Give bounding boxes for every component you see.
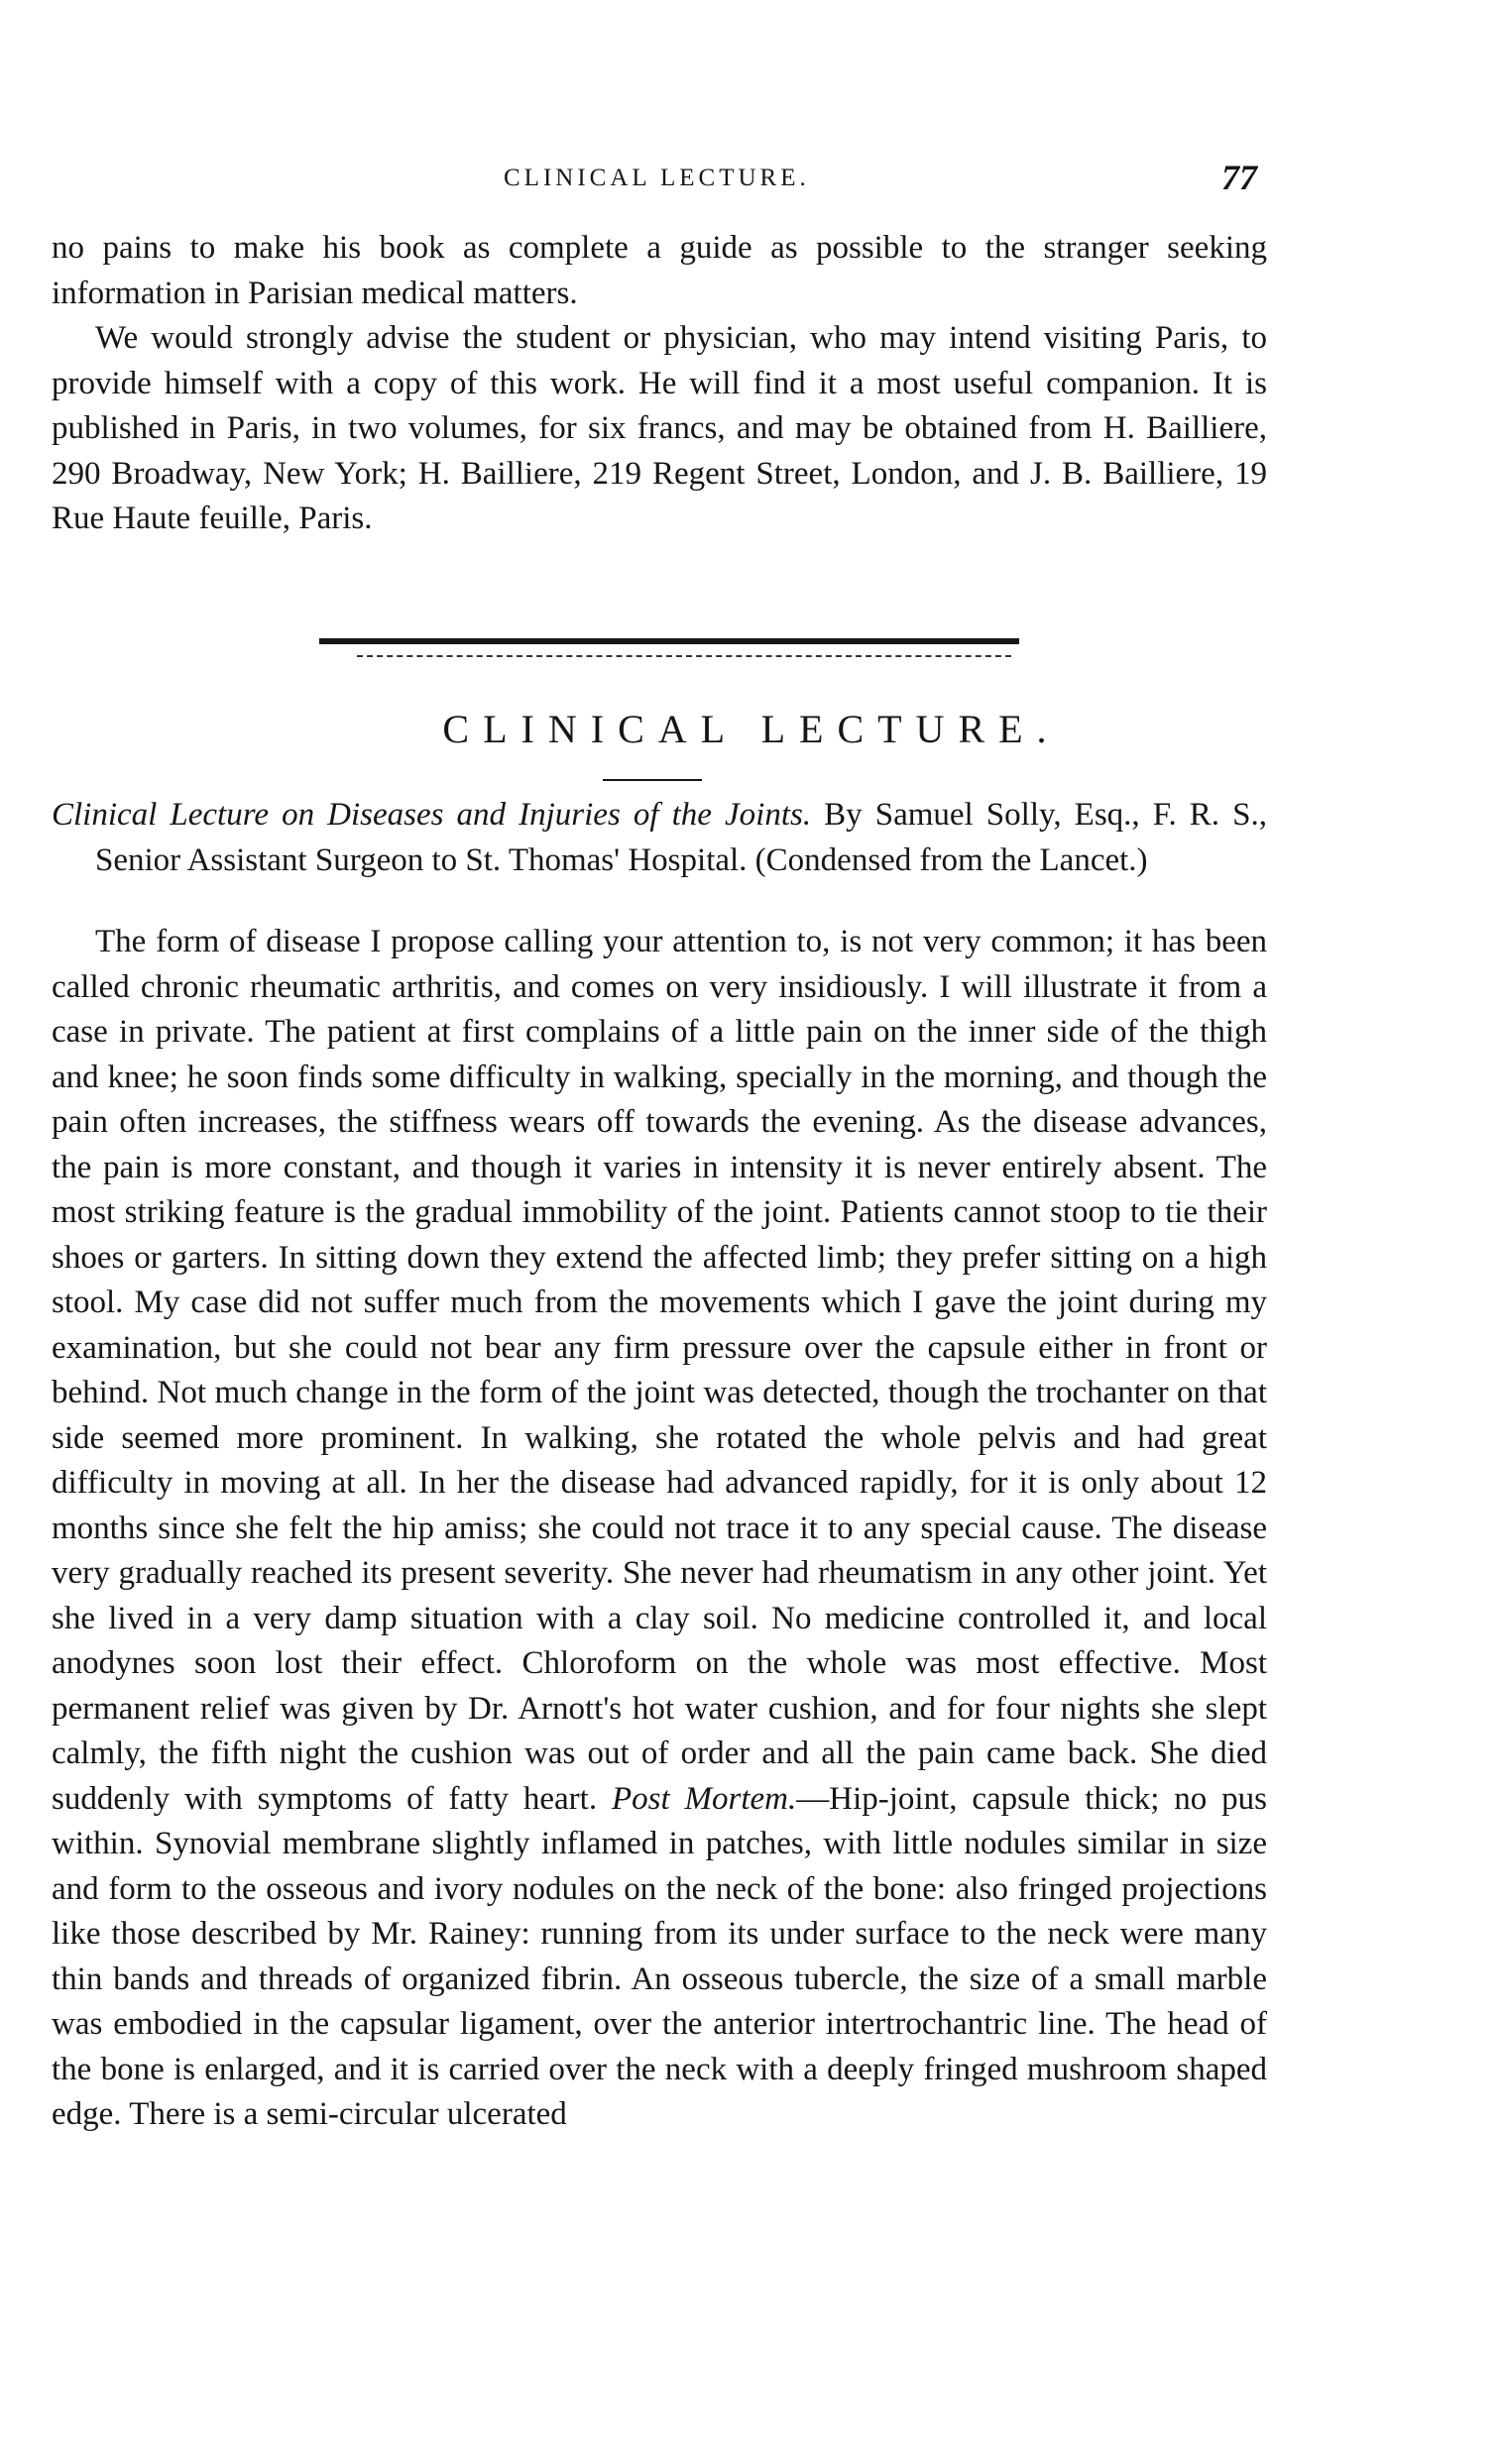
lecture-body <box>52 920 1267 2138</box>
section-title: CLINICAL LECTURE. <box>442 707 1061 751</box>
section-divider-thick <box>319 638 1019 644</box>
title-underline <box>603 779 702 781</box>
page-header <box>0 157 1503 206</box>
page-number: 77 <box>1221 158 1257 197</box>
case-text: The form of disease I propose calling your attention to, is not very common; it has been called chronic rheumatic arthritis, and comes on very insidiously. I will illustrate it from a case in private. The patient at first complains of a little pain on the inner side of the thigh and knee; he soon finds some difficulty in walking, specially in the morning, and though the pain often increases, the stiffness wears off towards the evening. As the disease advances, the pain is more constant, and though it varies in intensity it is never entirely absent. The most striking feature is the gradual immobility of the joint. Patients cannot stoop to tie their shoes or garters. In sitting down they extend the affected limb; they prefer sitting on a high stool. My case did not suffer much from the movements which I gave the joint during my examination, but she could not bear any firm pressure over the capsule either in front or behind. Not much change in the form of the joint was detected, though the trochanter on that side seemed more prominent. In walking, she rotated the whole pelvis and had great difficulty in moving at all. In her the disease had advanced rapidly, for it is only about 12 months since she felt the hip amiss; she could not trace it to any special cause. The disease very gradually reached its present severity. She never had rheumatism in any other joint. Yet she lived in a very damp situation with a clay soil. No medicine controlled it, and local anodynes soon lost their effect. Chloroform on the whole was most effective. Most permanent relief was given by Dr. Arnott's hot water cushion, and for four nights she slept calmly, the fifth night the cushion was out of order and all the pain came back. She died suddenly with symptoms of fatty heart. <box>52 924 1267 1817</box>
lecture-author: By Samuel Solly, Esq., F. R. S., Senior Assistant Surgeon to St. Thomas' Hospital. (Condensed from the Lancet.) <box>95 797 1267 878</box>
post-mortem-text: —Hip-joint, capsule thick; no pus within. Synovial membrane slightly inflamed in patches, with little nodules similar in size and form to the osseous and ivory nodules on the neck of the bone: also fringed projections like those described by Mr. Rainey: running from its under surface to the neck were many thin bands and threads of organized fibrin. An osseous tubercle, the size of a small marble was embodied in the capsular ligament, over the anterior intertrochantric line. The head of the bone is enlarged, and it is carried over the neck with a deeply fringed mushroom shaped edge. There is a semi-circular ulcerated <box>52 1780 1267 2132</box>
post-mortem-label: Post Mortem. <box>611 1780 797 1817</box>
intro-paragraph-2: We would strongly advise the student or physician, who may intend visiting Paris, to provide himself with a copy of this work. He will find it a most useful companion. It is published in Paris, in two volumes, for six francs, and may be obtained from H. Bailliere, 290 Broadway, New York; H. Bailliere, 219 Regent Street, London, and J. B. Bailliere, 19 Rue Haute feuille, Paris. <box>52 320 1267 536</box>
intro-section <box>52 226 1267 542</box>
running-head: CLINICAL LECTURE. <box>504 165 810 191</box>
section-divider-thin <box>357 655 1011 657</box>
lecture-title: Clinical Lecture on Diseases and Injuries of the Joints. <box>52 797 812 833</box>
case-report-paragraph <box>52 920 1267 2138</box>
lecture-byline <box>52 793 1267 883</box>
byline-paragraph <box>52 793 1267 883</box>
intro-paragraph-1: no pains to make his book as complete a guide as possible to the stranger seeking information in Parisian medical matters. <box>52 230 1267 311</box>
